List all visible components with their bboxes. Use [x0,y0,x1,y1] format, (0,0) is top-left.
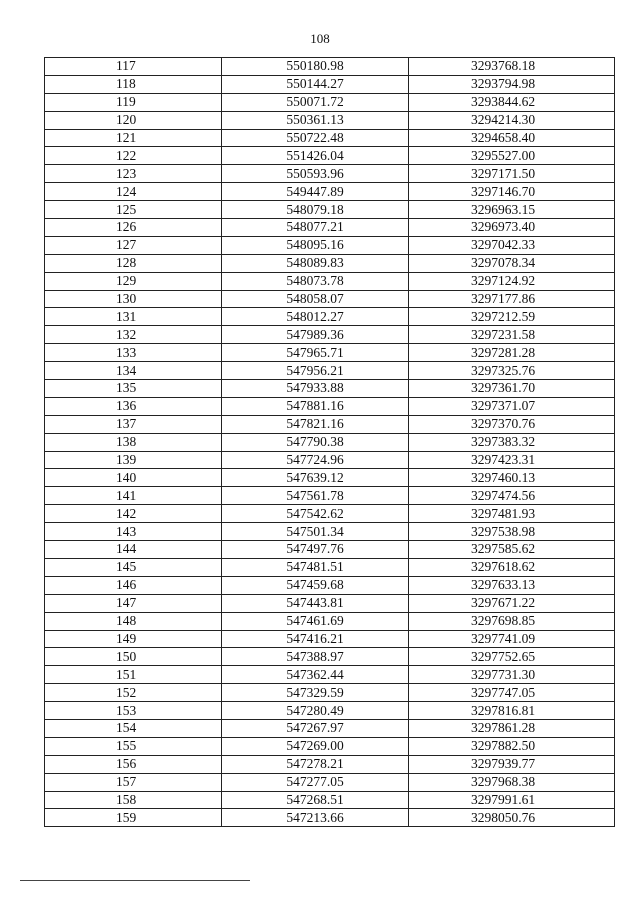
point-number-cell: 147 [45,594,222,612]
x-coordinate-cell: 548095.16 [222,236,409,254]
x-coordinate-cell: 551426.04 [222,147,409,165]
point-number-cell: 130 [45,290,222,308]
y-coordinate-cell: 3294658.40 [409,129,615,147]
x-coordinate-cell: 547443.81 [222,594,409,612]
table-row [45,541,615,559]
y-coordinate-cell: 3297747.05 [409,684,615,702]
point-number-cell: 151 [45,666,222,684]
point-number-cell: 122 [45,147,222,165]
point-number-cell: 134 [45,362,222,380]
x-coordinate-cell: 547989.36 [222,326,409,344]
table-row [45,791,615,809]
point-number-cell: 155 [45,737,222,755]
table-row [45,612,615,630]
coordinates-table [44,57,615,827]
point-number-cell: 123 [45,165,222,183]
x-coordinate-cell: 547269.00 [222,737,409,755]
x-coordinate-cell: 547790.38 [222,433,409,451]
y-coordinate-cell: 3297146.70 [409,183,615,201]
point-number-cell: 140 [45,469,222,487]
y-coordinate-cell: 3297991.61 [409,791,615,809]
x-coordinate-cell: 548012.27 [222,308,409,326]
table-row [45,111,615,129]
y-coordinate-cell: 3297882.50 [409,737,615,755]
y-coordinate-cell: 3297371.07 [409,397,615,415]
x-coordinate-cell: 547542.62 [222,505,409,523]
point-number-cell: 159 [45,809,222,827]
table-row [45,737,615,755]
x-coordinate-cell: 548073.78 [222,272,409,290]
x-coordinate-cell: 547267.97 [222,719,409,737]
point-number-cell: 139 [45,451,222,469]
x-coordinate-cell: 547329.59 [222,684,409,702]
point-number-cell: 153 [45,702,222,720]
point-number-cell: 137 [45,415,222,433]
table-row [45,684,615,702]
table-row [45,576,615,594]
x-coordinate-cell: 547416.21 [222,630,409,648]
y-coordinate-cell: 3297481.93 [409,505,615,523]
table-row [45,165,615,183]
x-coordinate-cell: 547956.21 [222,362,409,380]
table-row [45,219,615,237]
point-number-cell: 121 [45,129,222,147]
x-coordinate-cell: 547965.71 [222,344,409,362]
point-number-cell: 133 [45,344,222,362]
point-number-cell: 119 [45,93,222,111]
table-row [45,719,615,737]
x-coordinate-cell: 550593.96 [222,165,409,183]
table-row [45,147,615,165]
y-coordinate-cell: 3297177.86 [409,290,615,308]
page-number: 108 [310,31,330,46]
x-coordinate-cell: 550071.72 [222,93,409,111]
table-row [45,702,615,720]
y-coordinate-cell: 3293794.98 [409,75,615,93]
table-row [45,594,615,612]
table-row [45,236,615,254]
x-coordinate-cell: 548058.07 [222,290,409,308]
point-number-cell: 117 [45,58,222,76]
point-number-cell: 143 [45,523,222,541]
y-coordinate-cell: 3297383.32 [409,433,615,451]
x-coordinate-cell: 547388.97 [222,648,409,666]
y-coordinate-cell: 3297212.59 [409,308,615,326]
table-row [45,201,615,219]
point-number-cell: 124 [45,183,222,201]
point-number-cell: 154 [45,719,222,737]
x-coordinate-cell: 550722.48 [222,129,409,147]
y-coordinate-cell: 3297861.28 [409,719,615,737]
point-number-cell: 135 [45,380,222,398]
table-row [45,254,615,272]
x-coordinate-cell: 547881.16 [222,397,409,415]
x-coordinate-cell: 547561.78 [222,487,409,505]
point-number-cell: 138 [45,433,222,451]
y-coordinate-cell: 3297474.56 [409,487,615,505]
point-number-cell: 129 [45,272,222,290]
y-coordinate-cell: 3297968.38 [409,773,615,791]
x-coordinate-cell: 547280.49 [222,702,409,720]
table-row [45,129,615,147]
table-row [45,523,615,541]
y-coordinate-cell: 3297042.33 [409,236,615,254]
table-row [45,648,615,666]
table-row [45,93,615,111]
point-number-cell: 142 [45,505,222,523]
table-row [45,809,615,827]
y-coordinate-cell: 3297078.34 [409,254,615,272]
y-coordinate-cell: 3296973.40 [409,219,615,237]
table-row [45,469,615,487]
point-number-cell: 125 [45,201,222,219]
table-row [45,308,615,326]
table-row [45,505,615,523]
y-coordinate-cell: 3297538.98 [409,523,615,541]
table-row [45,58,615,76]
table-row [45,326,615,344]
y-coordinate-cell: 3293844.62 [409,93,615,111]
point-number-cell: 150 [45,648,222,666]
x-coordinate-cell: 547497.76 [222,541,409,559]
table-row [45,75,615,93]
table-row [45,630,615,648]
table-row [45,755,615,773]
x-coordinate-cell: 547461.69 [222,612,409,630]
y-coordinate-cell: 3297325.76 [409,362,615,380]
y-coordinate-cell: 3297671.22 [409,594,615,612]
y-coordinate-cell: 3297460.13 [409,469,615,487]
y-coordinate-cell: 3298050.76 [409,809,615,827]
table-row [45,433,615,451]
y-coordinate-cell: 3297124.92 [409,272,615,290]
point-number-cell: 132 [45,326,222,344]
table-row [45,290,615,308]
y-coordinate-cell: 3297731.30 [409,666,615,684]
x-coordinate-cell: 547481.51 [222,558,409,576]
point-number-cell: 128 [45,254,222,272]
y-coordinate-cell: 3297741.09 [409,630,615,648]
point-number-cell: 152 [45,684,222,702]
footnote-divider [20,880,250,881]
x-coordinate-cell: 547362.44 [222,666,409,684]
point-number-cell: 157 [45,773,222,791]
table-row [45,397,615,415]
x-coordinate-cell: 550144.27 [222,75,409,93]
x-coordinate-cell: 548089.83 [222,254,409,272]
y-coordinate-cell: 3297231.58 [409,326,615,344]
x-coordinate-cell: 549447.89 [222,183,409,201]
x-coordinate-cell: 547278.21 [222,755,409,773]
y-coordinate-cell: 3294214.30 [409,111,615,129]
y-coordinate-cell: 3296963.15 [409,201,615,219]
x-coordinate-cell: 550180.98 [222,58,409,76]
x-coordinate-cell: 548077.21 [222,219,409,237]
y-coordinate-cell: 3297370.76 [409,415,615,433]
x-coordinate-cell: 547213.66 [222,809,409,827]
point-number-cell: 118 [45,75,222,93]
table-row [45,272,615,290]
point-number-cell: 156 [45,755,222,773]
point-number-cell: 144 [45,541,222,559]
x-coordinate-cell: 547268.51 [222,791,409,809]
table-row [45,558,615,576]
table-row [45,415,615,433]
table-row [45,666,615,684]
y-coordinate-cell: 3297423.31 [409,451,615,469]
point-number-cell: 131 [45,308,222,326]
x-coordinate-cell: 547277.05 [222,773,409,791]
point-number-cell: 136 [45,397,222,415]
x-coordinate-cell: 548079.18 [222,201,409,219]
y-coordinate-cell: 3297698.85 [409,612,615,630]
coordinates-table-body [45,58,615,827]
x-coordinate-cell: 547821.16 [222,415,409,433]
point-number-cell: 158 [45,791,222,809]
x-coordinate-cell: 550361.13 [222,111,409,129]
point-number-cell: 145 [45,558,222,576]
table-row [45,362,615,380]
y-coordinate-cell: 3297752.65 [409,648,615,666]
point-number-cell: 120 [45,111,222,129]
table-row [45,773,615,791]
x-coordinate-cell: 547724.96 [222,451,409,469]
x-coordinate-cell: 547639.12 [222,469,409,487]
x-coordinate-cell: 547501.34 [222,523,409,541]
table-row [45,487,615,505]
y-coordinate-cell: 3297939.77 [409,755,615,773]
y-coordinate-cell: 3297585.62 [409,541,615,559]
point-number-cell: 148 [45,612,222,630]
point-number-cell: 141 [45,487,222,505]
x-coordinate-cell: 547933.88 [222,380,409,398]
point-number-cell: 146 [45,576,222,594]
y-coordinate-cell: 3297361.70 [409,380,615,398]
y-coordinate-cell: 3297618.62 [409,558,615,576]
y-coordinate-cell: 3297171.50 [409,165,615,183]
point-number-cell: 126 [45,219,222,237]
y-coordinate-cell: 3295527.00 [409,147,615,165]
table-row [45,380,615,398]
y-coordinate-cell: 3297633.13 [409,576,615,594]
y-coordinate-cell: 3297281.28 [409,344,615,362]
point-number-cell: 127 [45,236,222,254]
x-coordinate-cell: 547459.68 [222,576,409,594]
table-row [45,451,615,469]
y-coordinate-cell: 3293768.18 [409,58,615,76]
point-number-cell: 149 [45,630,222,648]
table-row [45,344,615,362]
y-coordinate-cell: 3297816.81 [409,702,615,720]
table-row [45,183,615,201]
